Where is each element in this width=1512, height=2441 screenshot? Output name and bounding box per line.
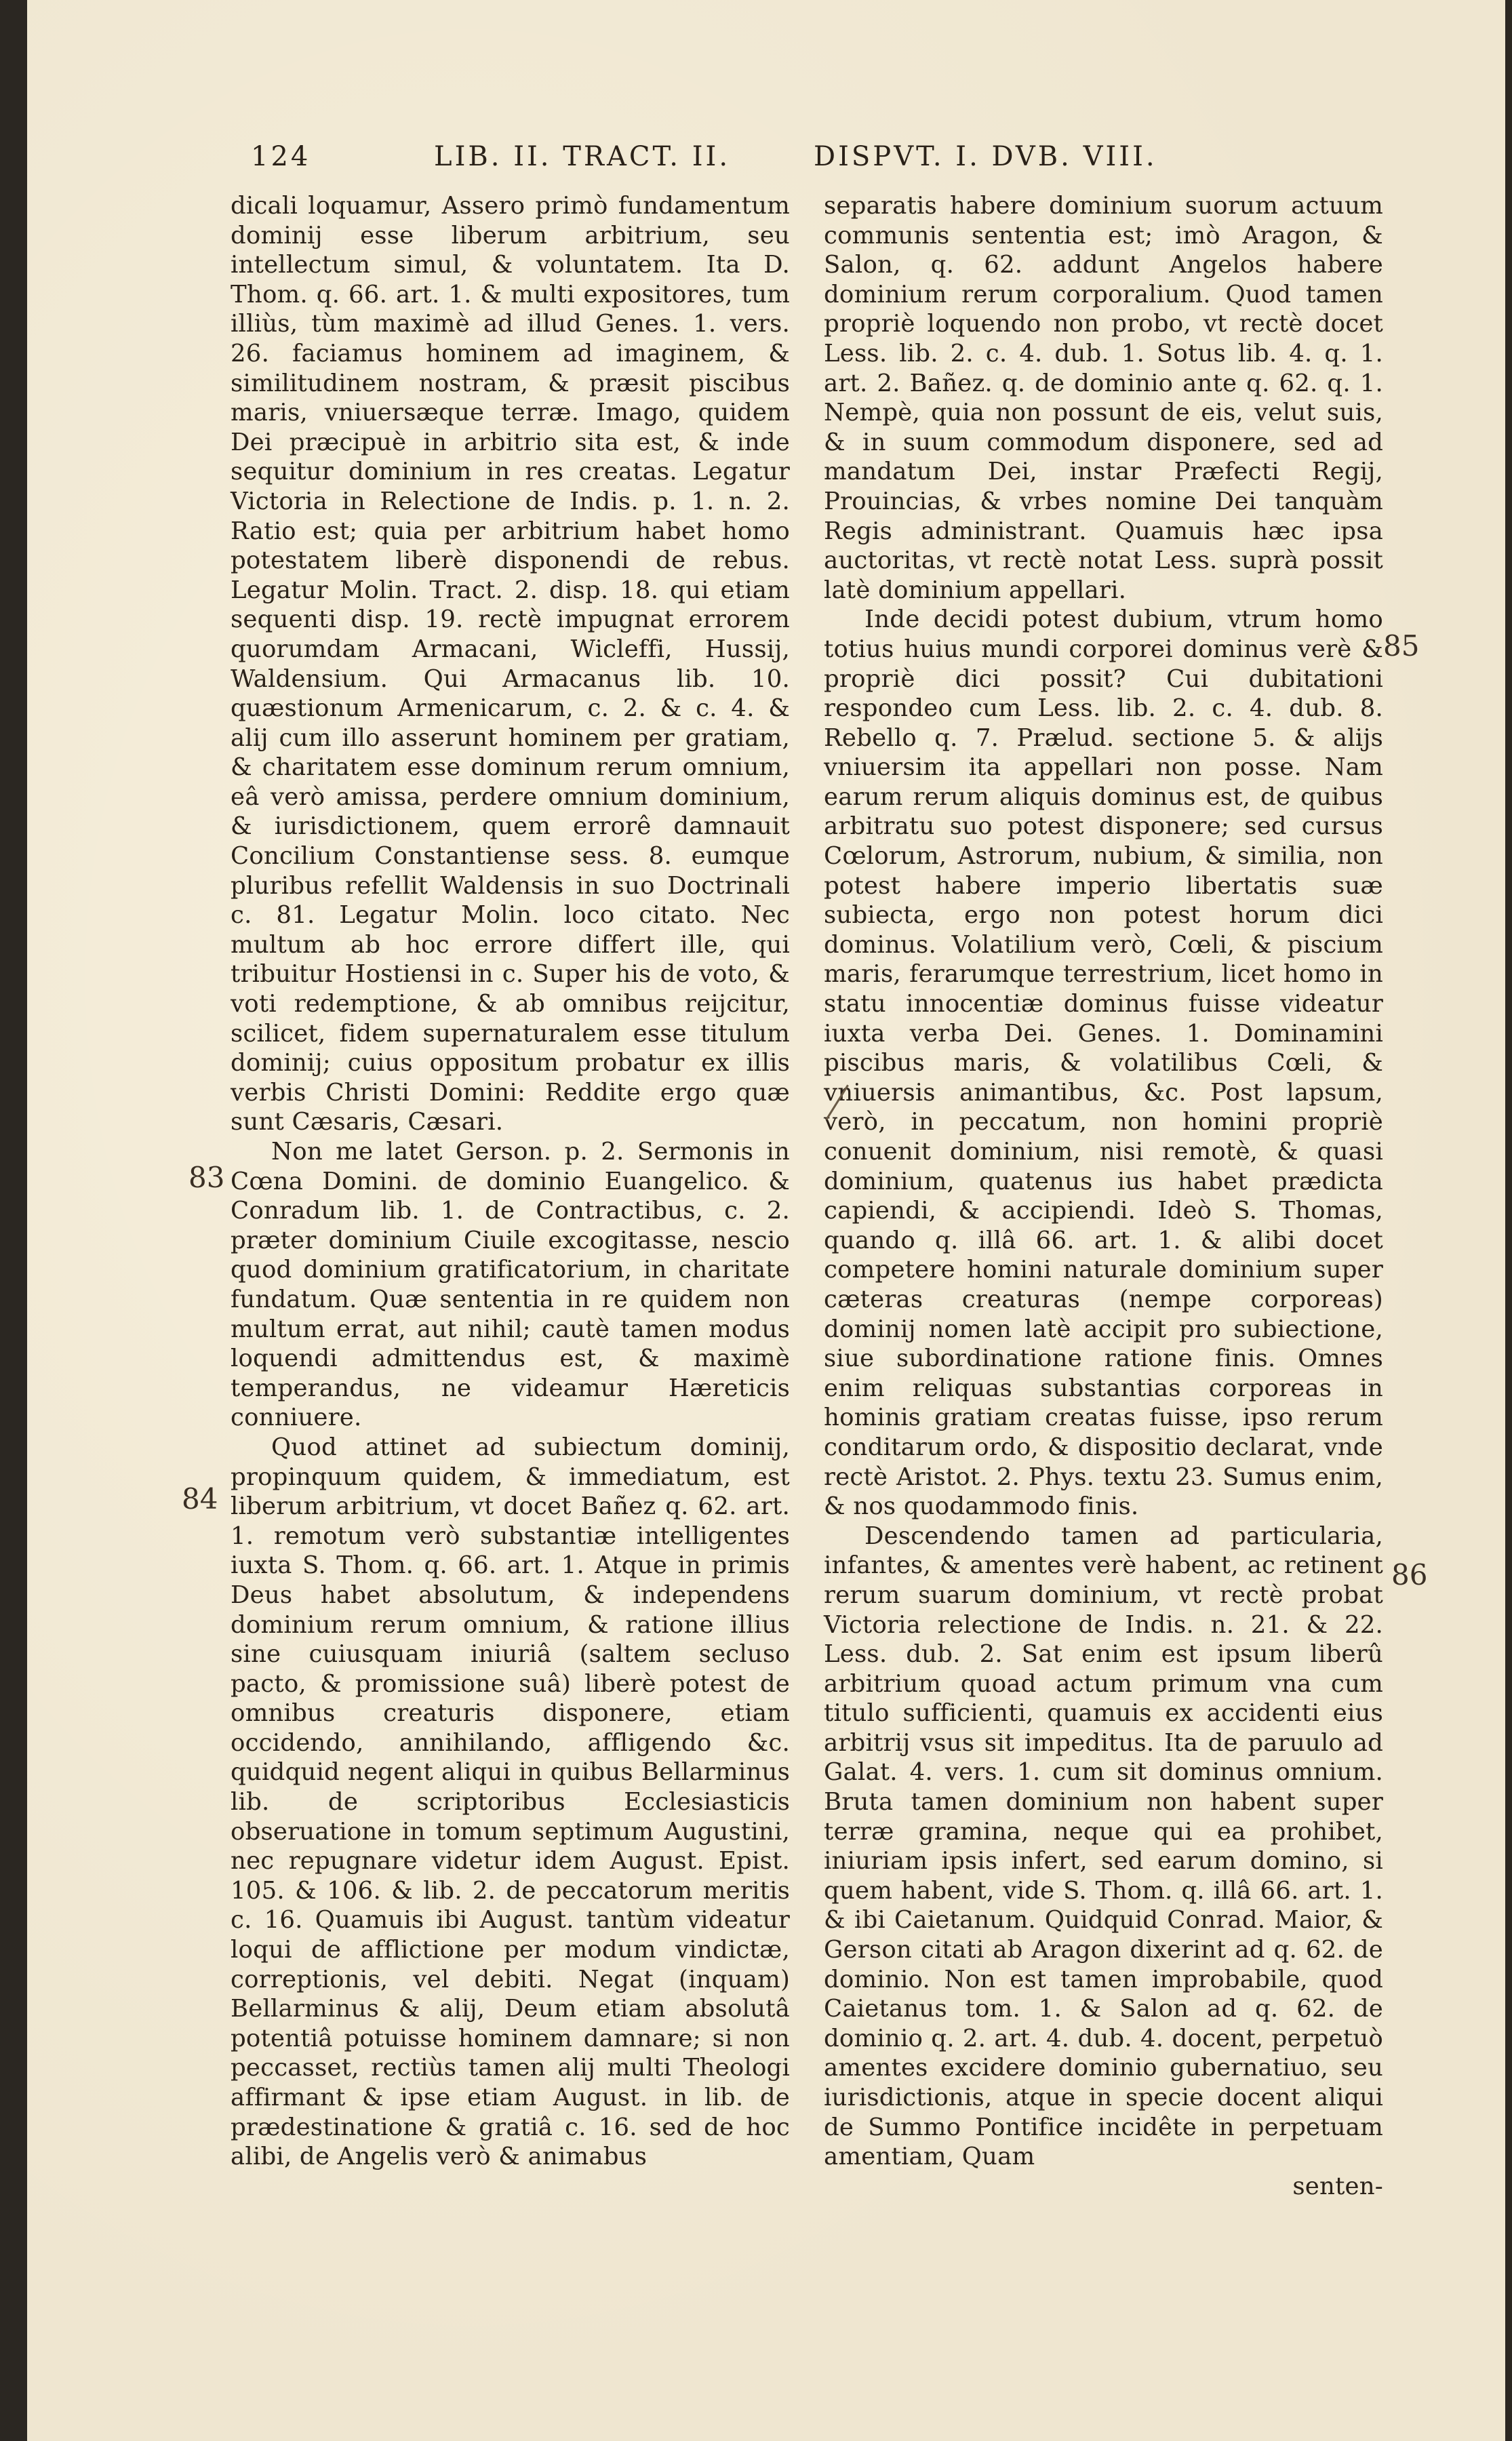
page-number: 124 <box>251 141 311 172</box>
paragraph: Inde decidi potest dubium, vtrum homo totius huius mundi corporei dominus verè & propriè dici possit? Cui dubitationi respondeo cum Less. lib. 2. c. 4. dub. 8. Rebello q. 7. Prælud. sectione 5. & alijs vniuersim ita appellari non posse. Nam earum rerum aliquis dominus est, de quibus arbitratu suo potest disponere; sed cursus Cœlorum, Astrorum, nubium, & similia, non potest habere imperio libertatis suæ subiecta, ergo non potest horum dici dominus. Volatilium verò, Cœli, & piscium maris, ferarumque terrestrium, licet homo in statu innocentiæ dominus fuisse videatur iuxta verba Dei. Genes. 1. Dominamini piscibus maris, & volatilibus Cœli, & vniuersis animantibus, &c. Post lapsum, verò, in peccatum, non homini propriè conuenit dominium, nisi remotè, & quasi dominium, quatenus ius habet prædicta capiendi, & accipiendi. Ideò S. Thomas, quando q. illâ 66. art. 1. & alibi docet competere homini naturale dominium super cæteras creaturas (nempe corporeas) dominij nomen latè accipit pro subiectione, siue subordinatione ratione finis. Omnes enim reliquas substantias corporeas in hominis gratiam creatas fuisse, ipso rerum conditarum ordo, & dispositio declarat, vnde rectè Aristot. 2. Phys. textu 23. Sumus enim, & nos quodammodo finis. <box>824 606 1383 1521</box>
right-column <box>824 191 1383 2201</box>
paragraph: Quod attinet ad subiectum dominij, propinquum quidem, & immediatum, est liberum arbitrium, vt docet Bañez q. 62. art. 1. remotum verò substantiæ intelligentes iuxta S. Thom. q. 66. art. 1. Atque in primis Deus habet absolutum, & independens dominium rerum omnium, & ratione illius sine cuiusquam iniuriâ (saltem secluso pacto, & promissione suâ) liberè potest de omnibus creaturis disponere, etiam occidendo, annihilando, affligendo &c. quidquid negent aliqui in quibus Bellarminus lib. de scriptoribus Ecclesiasticis obseruatione in tomum septimum Augustini, nec repugnare videtur idem August. Epist. 105. & 106. & lib. 2. de peccatorum meritis c. 16. Quamuis ibi August. tantùm videatur loqui de afflictione per modum vindictæ, correptionis, vel debiti. Negat (inquam) Bellarminus & alij, Deum etiam absolutâ potentiâ potuisse hominem damnare; si non peccasset, rectiùs tamen alij multi Theologi affirmant & ipse etiam August. in lib. de prædestinatione & gratiâ c. 16. sed de hoc alibi, de Angelis verò & animabus <box>231 1433 790 2171</box>
margin-number: 84 <box>182 1482 218 1515</box>
margin-number: 86 <box>1391 1558 1428 1591</box>
right-running-title: DISPVT. I. DVB. VIII. <box>814 141 1157 172</box>
left-column <box>231 191 790 2172</box>
paragraph: Descendendo tamen ad particularia, infantes, & amentes verè habent, ac retinent rerum suarum dominium, vt rectè probat Victoria relectione de Indis. n. 21. & 22. Less. dub. 2. Sat enim est ipsum liberû arbitrium quoad actum primum vna cum titulo sufficienti, quamuis ex accidenti eius arbitrij vsus sit impeditus. Ita de paruulo ad Galat. 4. vers. 1. cum sit dominus omnium. Bruta tamen dominium non habent super terræ gramina, neque qui ea prohibet, iniuriam ipsis infert, sed earum domino, si quem habent, vide S. Thom. q. illâ 66. art. 1. & ibi Caietanum. Quidquid Conrad. Maior, & Gerson citati ab Aragon dixerint ad q. 62. de dominio. Non est tamen improbabile, quod Caietanus tom. 1. & Salon ad q. 62. de dominio q. 2. art. 4. dub. 4. docent, perpetuò amentes excidere dominio gubernatiuo, seu iurisdictionis, atque in specie docent aliqui de Summo Pontifice incidête in perpetuam amentiam, Quam <box>824 1522 1383 2171</box>
book-page <box>27 0 1505 2441</box>
paragraph: separatis habere dominium suorum actuum communis sententia est; imò Aragon, & Salon, q. 62. addunt Angelos habere dominium rerum corporalium. Quod tamen propriè loquendo non probo, vt rectè docet Less. lib. 2. c. 4. dub. 1. Sotus lib. 4. q. 1. art. 2. Bañez. q. de dominio ante q. 62. q. 1. Nempè, quia non possunt de eis, velut suis, & in suum commodum disponere, sed ad mandatum Dei, instar Præfecti Regij, Prouincias, & vrbes nomine Dei tanquàm Regis administrant. Quamuis hæc ipsa auctoritas, vt rectè notat Less. suprà possit latè dominium appellari. <box>824 192 1383 604</box>
paragraph: dicali loquamur, Assero primò fundamentum dominij esse liberum arbitrium, seu intellectum simul, & voluntatem. Ita D. Thom. q. 66. art. 1. & multi expositores, tum illiùs, tùm maximè ad illud Genes. 1. vers. 26. faciamus hominem ad imaginem, & similitudinem nostram, & præsit piscibus maris, vniuersæque terræ. Imago, quidem Dei præcipuè in arbitrio sita est, & inde sequitur dominium in res creatas. Legatur Victoria in Relectione de Indis. p. 1. n. 2. Ratio est; quia per arbitrium habet homo potestatem liberè disponendi de rebus. Legatur Molin. Tract. 2. disp. 18. qui etiam sequenti disp. 19. rectè impugnat errorem quorumdam Armacani, Wicleffi, Hussij, Waldensium. Qui Armacanus lib. 10. quæstionum Armenicarum, c. 2. & c. 4. & alij cum illo asserunt hominem per gratiam, & charitatem esse dominum rerum omnium, eâ verò amissa, perdere omnium dominium, & iurisdictionem, quem errorê damnauit Concilium Constantiense sess. 8. eumque pluribus refellit Waldensis in suo Doctrinali c. 81. Legatur Molin. loco citato. Nec multum ab hoc errore differt ille, qui tribuitur Hostiensi in c. Super his de voto, & voti redemptione, & ab omnibus reijcitur, scilicet, fidem supernaturalem esse titulum dominij; cuius oppositum probatur ex illis verbis Christi Domini: Reddite ergo quæ sunt Cæsaris, Cæsari. <box>231 192 790 1136</box>
running-head <box>231 141 1275 182</box>
left-running-title: LIB. II. TRACT. II. <box>434 141 731 172</box>
paragraph: Non me latet Gerson. p. 2. Sermonis in Cœna Domini. de dominio Euangelico. & Conradum lib. 1. de Contractibus, c. 2. præter dominium Ciuile excogitasse, nescio quod dominium gratificatorium, in charitate fundatum. Quæ sententia in re quidem non multum errat, aut nihil; cautè tamen modus loquendi admittendus est, & maximè temperandus, ne videamur Hæreticis conniuere. <box>231 1138 790 1432</box>
catchword: senten- <box>1292 2172 1383 2200</box>
margin-number: 85 <box>1383 629 1420 662</box>
margin-number: 83 <box>188 1161 225 1194</box>
